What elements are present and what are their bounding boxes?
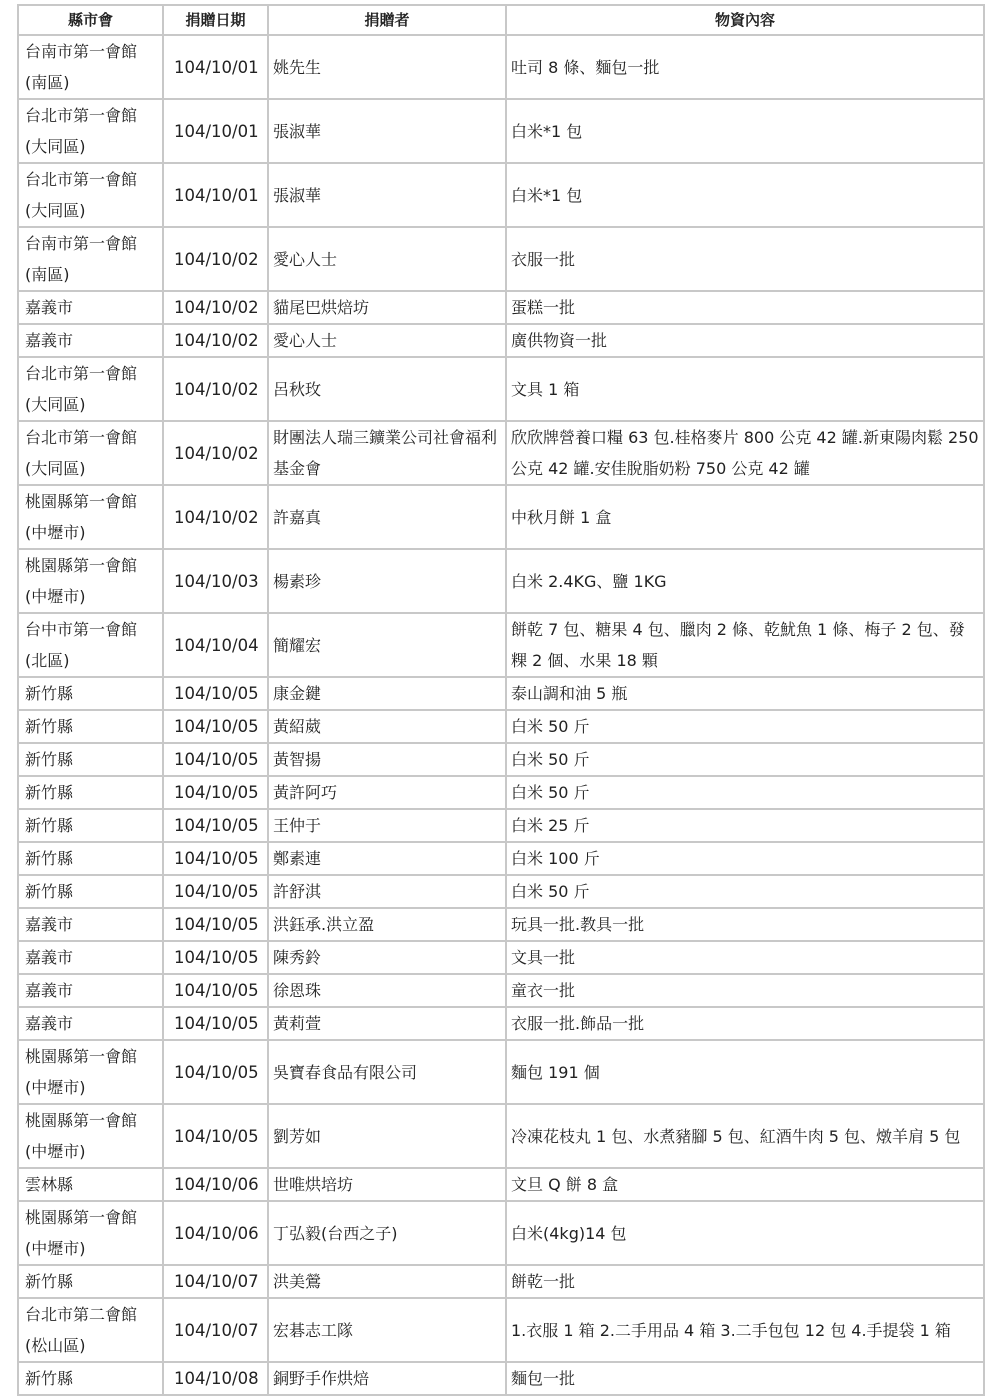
date-cell: 104/10/02 bbox=[163, 291, 268, 324]
donor-cell: 黃紹葳 bbox=[268, 710, 506, 743]
date-cell: 104/10/05 bbox=[163, 809, 268, 842]
table-row bbox=[18, 227, 984, 291]
date-cell: 104/10/06 bbox=[163, 1201, 268, 1265]
donor-cell: 陳秀鈴 bbox=[268, 941, 506, 974]
items-cell: 白米 50 斤 bbox=[506, 875, 984, 908]
donor-cell: 洪鈺承.洪立盈 bbox=[268, 908, 506, 941]
donor-cell: 簡耀宏 bbox=[268, 613, 506, 677]
items-cell: 白米(4kg)14 包 bbox=[506, 1201, 984, 1265]
region-cell: 桃園縣第一會館(中壢市) bbox=[18, 485, 163, 549]
items-cell: 衣服一批.飾品一批 bbox=[506, 1007, 984, 1040]
donor-cell: 鄭素連 bbox=[268, 842, 506, 875]
donor-cell: 劉芳如 bbox=[268, 1104, 506, 1168]
items-cell: 麵包 191 個 bbox=[506, 1040, 984, 1104]
region-cell: 新竹縣 bbox=[18, 743, 163, 776]
date-cell: 104/10/02 bbox=[163, 227, 268, 291]
region-cell: 嘉義市 bbox=[18, 291, 163, 324]
region-cell: 台北市第一會館(大同區) bbox=[18, 421, 163, 485]
region-cell: 桃園縣第一會館(中壢市) bbox=[18, 1104, 163, 1168]
date-cell: 104/10/05 bbox=[163, 941, 268, 974]
region-cell: 新竹縣 bbox=[18, 809, 163, 842]
items-cell: 廣供物資一批 bbox=[506, 324, 984, 357]
items-cell: 白米 50 斤 bbox=[506, 743, 984, 776]
items-cell: 白米 50 斤 bbox=[506, 776, 984, 809]
region-cell: 嘉義市 bbox=[18, 941, 163, 974]
items-cell: 欣欣牌營養口糧 63 包.桂格麥片 800 公克 42 罐.新東陽肉鬆 250 公克 42 罐.安佳脫脂奶粉 750 公克 42 罐 bbox=[506, 421, 984, 485]
region-cell: 台北市第二會館(松山區) bbox=[18, 1298, 163, 1362]
donor-cell: 黃許阿巧 bbox=[268, 776, 506, 809]
donor-cell: 康金鍵 bbox=[268, 677, 506, 710]
donor-cell: 世唯烘培坊 bbox=[268, 1168, 506, 1201]
items-cell: 1.衣服 1 箱 2.二手用品 4 箱 3.二手包包 12 包 4.手提袋 1 箱 bbox=[506, 1298, 984, 1362]
header-date: 捐贈日期 bbox=[163, 5, 268, 35]
date-cell: 104/10/07 bbox=[163, 1298, 268, 1362]
items-cell: 白米 25 斤 bbox=[506, 809, 984, 842]
donor-cell: 呂秋玫 bbox=[268, 357, 506, 421]
items-cell: 文具 1 箱 bbox=[506, 357, 984, 421]
region-cell: 新竹縣 bbox=[18, 1265, 163, 1298]
date-cell: 104/10/01 bbox=[163, 163, 268, 227]
table-body bbox=[18, 35, 984, 1395]
table-row bbox=[18, 421, 984, 485]
region-cell: 嘉義市 bbox=[18, 1007, 163, 1040]
items-cell: 白米*1 包 bbox=[506, 163, 984, 227]
table-row bbox=[18, 99, 984, 163]
region-cell: 嘉義市 bbox=[18, 908, 163, 941]
table-row bbox=[18, 1362, 984, 1395]
table-row bbox=[18, 613, 984, 677]
donor-cell: 愛心人士 bbox=[268, 227, 506, 291]
table-row bbox=[18, 357, 984, 421]
region-cell: 台北市第一會館(大同區) bbox=[18, 163, 163, 227]
date-cell: 104/10/02 bbox=[163, 421, 268, 485]
date-cell: 104/10/05 bbox=[163, 875, 268, 908]
donor-cell: 許嘉真 bbox=[268, 485, 506, 549]
donation-table bbox=[17, 4, 985, 1396]
region-cell: 桃園縣第一會館(中壢市) bbox=[18, 549, 163, 613]
header-region: 縣市會 bbox=[18, 5, 163, 35]
region-cell: 嘉義市 bbox=[18, 324, 163, 357]
table-row bbox=[18, 710, 984, 743]
donor-cell: 許舒淇 bbox=[268, 875, 506, 908]
donor-cell: 吳寶春食品有限公司 bbox=[268, 1040, 506, 1104]
date-cell: 104/10/05 bbox=[163, 974, 268, 1007]
donor-cell: 丁弘毅(台西之子) bbox=[268, 1201, 506, 1265]
donor-cell: 銅野手作烘焙 bbox=[268, 1362, 506, 1395]
date-cell: 104/10/06 bbox=[163, 1168, 268, 1201]
items-cell: 餅乾一批 bbox=[506, 1265, 984, 1298]
table-row bbox=[18, 1040, 984, 1104]
table-row bbox=[18, 743, 984, 776]
items-cell: 文具一批 bbox=[506, 941, 984, 974]
items-cell: 中秋月餅 1 盒 bbox=[506, 485, 984, 549]
region-cell: 新竹縣 bbox=[18, 710, 163, 743]
date-cell: 104/10/02 bbox=[163, 357, 268, 421]
table-row bbox=[18, 485, 984, 549]
date-cell: 104/10/05 bbox=[163, 1040, 268, 1104]
table-row bbox=[18, 677, 984, 710]
region-cell: 新竹縣 bbox=[18, 842, 163, 875]
date-cell: 104/10/08 bbox=[163, 1362, 268, 1395]
items-cell: 蛋糕一批 bbox=[506, 291, 984, 324]
donor-cell: 楊素珍 bbox=[268, 549, 506, 613]
items-cell: 餅乾 7 包、糖果 4 包、臘肉 2 條、乾魷魚 1 條、梅子 2 包、發粿 2 個、水果 18 顆 bbox=[506, 613, 984, 677]
region-cell: 新竹縣 bbox=[18, 677, 163, 710]
date-cell: 104/10/02 bbox=[163, 324, 268, 357]
table-header-row bbox=[18, 5, 984, 35]
date-cell: 104/10/03 bbox=[163, 549, 268, 613]
items-cell: 玩具一批.教具一批 bbox=[506, 908, 984, 941]
donor-cell: 貓尾巴烘焙坊 bbox=[268, 291, 506, 324]
table-row bbox=[18, 163, 984, 227]
region-cell: 台南市第一會館(南區) bbox=[18, 35, 163, 99]
table-row bbox=[18, 1104, 984, 1168]
date-cell: 104/10/05 bbox=[163, 1104, 268, 1168]
table-row bbox=[18, 1007, 984, 1040]
items-cell: 吐司 8 條、麵包一批 bbox=[506, 35, 984, 99]
items-cell: 泰山調和油 5 瓶 bbox=[506, 677, 984, 710]
table-row bbox=[18, 809, 984, 842]
items-cell: 麵包一批 bbox=[506, 1362, 984, 1395]
donor-cell: 徐恩珠 bbox=[268, 974, 506, 1007]
items-cell: 白米 50 斤 bbox=[506, 710, 984, 743]
region-cell: 台中市第一會館(北區) bbox=[18, 613, 163, 677]
header-items: 物資內容 bbox=[506, 5, 984, 35]
date-cell: 104/10/04 bbox=[163, 613, 268, 677]
donor-cell: 宏碁志工隊 bbox=[268, 1298, 506, 1362]
table-row bbox=[18, 324, 984, 357]
date-cell: 104/10/05 bbox=[163, 677, 268, 710]
region-cell: 台北市第一會館(大同區) bbox=[18, 357, 163, 421]
table-row bbox=[18, 776, 984, 809]
region-cell: 桃園縣第一會館(中壢市) bbox=[18, 1040, 163, 1104]
date-cell: 104/10/05 bbox=[163, 908, 268, 941]
donor-cell: 黃莉萱 bbox=[268, 1007, 506, 1040]
region-cell: 新竹縣 bbox=[18, 875, 163, 908]
items-cell: 童衣一批 bbox=[506, 974, 984, 1007]
region-cell: 台南市第一會館(南區) bbox=[18, 227, 163, 291]
date-cell: 104/10/05 bbox=[163, 776, 268, 809]
table-row bbox=[18, 1265, 984, 1298]
donor-cell: 張淑華 bbox=[268, 163, 506, 227]
table-row bbox=[18, 1168, 984, 1201]
donor-cell: 財團法人瑞三鑛業公司社會福利基金會 bbox=[268, 421, 506, 485]
date-cell: 104/10/05 bbox=[163, 842, 268, 875]
table-row bbox=[18, 908, 984, 941]
items-cell: 白米 100 斤 bbox=[506, 842, 984, 875]
items-cell: 衣服一批 bbox=[506, 227, 984, 291]
date-cell: 104/10/02 bbox=[163, 485, 268, 549]
region-cell: 台北市第一會館(大同區) bbox=[18, 99, 163, 163]
items-cell: 白米 2.4KG、鹽 1KG bbox=[506, 549, 984, 613]
donor-cell: 愛心人士 bbox=[268, 324, 506, 357]
donor-cell: 張淑華 bbox=[268, 99, 506, 163]
donor-cell: 王仲于 bbox=[268, 809, 506, 842]
donor-cell: 姚先生 bbox=[268, 35, 506, 99]
date-cell: 104/10/05 bbox=[163, 1007, 268, 1040]
table-row bbox=[18, 842, 984, 875]
region-cell: 新竹縣 bbox=[18, 1362, 163, 1395]
table-row bbox=[18, 1201, 984, 1265]
header-donor: 捐贈者 bbox=[268, 5, 506, 35]
table-row bbox=[18, 291, 984, 324]
date-cell: 104/10/05 bbox=[163, 710, 268, 743]
donor-cell: 洪美鶯 bbox=[268, 1265, 506, 1298]
region-cell: 新竹縣 bbox=[18, 776, 163, 809]
date-cell: 104/10/01 bbox=[163, 99, 268, 163]
date-cell: 104/10/01 bbox=[163, 35, 268, 99]
table-row bbox=[18, 941, 984, 974]
table-row bbox=[18, 1298, 984, 1362]
date-cell: 104/10/07 bbox=[163, 1265, 268, 1298]
region-cell: 桃園縣第一會館(中壢市) bbox=[18, 1201, 163, 1265]
region-cell: 嘉義市 bbox=[18, 974, 163, 1007]
table-row bbox=[18, 549, 984, 613]
items-cell: 白米*1 包 bbox=[506, 99, 984, 163]
region-cell: 雲林縣 bbox=[18, 1168, 163, 1201]
items-cell: 冷凍花枝丸 1 包、水煮豬腳 5 包、紅酒牛肉 5 包、燉羊肩 5 包 bbox=[506, 1104, 984, 1168]
table-row bbox=[18, 974, 984, 1007]
table-row bbox=[18, 35, 984, 99]
date-cell: 104/10/05 bbox=[163, 743, 268, 776]
table-row bbox=[18, 875, 984, 908]
items-cell: 文旦 Q 餅 8 盒 bbox=[506, 1168, 984, 1201]
donation-table-container bbox=[17, 4, 985, 1396]
donor-cell: 黃智揚 bbox=[268, 743, 506, 776]
